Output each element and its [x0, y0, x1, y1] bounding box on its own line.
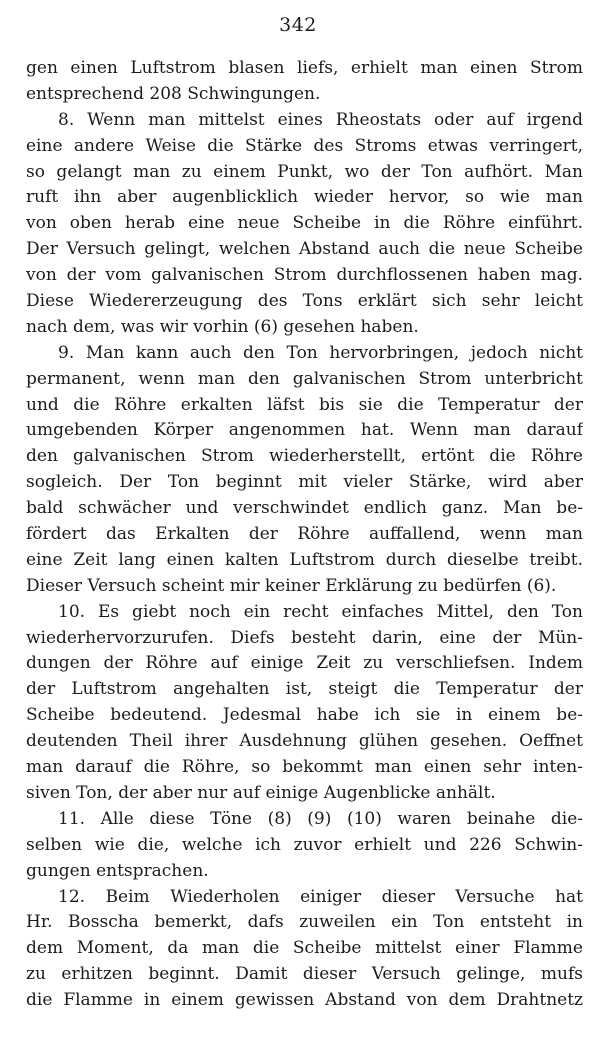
text-line: von oben herab eine neue Scheibe in die Röhre einführt.	[26, 213, 583, 234]
text-line: sogleich. Der Ton beginnt mit vieler Stärke, wird aber	[26, 472, 583, 493]
text-line: dem Moment, da man die Scheibe mittelst einer Flamme	[26, 938, 583, 959]
text-line: permanent, wenn man den galvanischen Strom unterbricht	[26, 368, 583, 389]
text-line: wiederhervorzurufen. Diefs besteht darin, eine der Mün-	[26, 627, 583, 648]
text-line: zu erhitzen beginnt. Damit dieser Versuch gelinge, mufs	[26, 964, 583, 985]
text-line: Der Versuch gelingt, welchen Abstand auch die neue Scheibe	[26, 239, 583, 260]
text-line: Dieser Versuch scheint mir keiner Erklärung zu bedürfen (6).	[26, 575, 557, 596]
text-line: dungen der Röhre auf einige Zeit zu verschliefsen. Indem	[26, 653, 583, 674]
page-number: 342	[279, 14, 317, 36]
text-line: siven Ton, der aber nur auf einige Augenblicke anhält.	[26, 782, 496, 803]
text-line: umgebenden Körper angenommen hat. Wenn man darauf	[26, 420, 583, 441]
text-line: die Flamme in einem gewissen Abstand von dem Drahtnetz	[26, 990, 583, 1011]
text-line: Scheibe bedeutend. Jedesmal habe ich sie in einem be-	[26, 705, 583, 726]
text-line: selben wie die, welche ich zuvor erhielt und 226 Schwin-	[26, 834, 583, 855]
text-line: eine Zeit lang einen kalten Luftstrom durch dieselbe treibt.	[26, 549, 583, 570]
text-line: und die Röhre erkalten läfst bis sie die Temperatur der	[26, 394, 583, 415]
text-line: ruft ihn aber augenblicklich wieder hervor, so wie man	[26, 187, 583, 208]
text-line: 11. Alle diese Töne (8) (9) (10) waren beinahe die-	[58, 808, 583, 829]
text-line: so gelangt man zu einem Punkt, wo der Ton aufhört. Man	[26, 161, 583, 182]
text-line: 8. Wenn man mittelst eines Rheostats oder auf irgend	[58, 109, 583, 130]
text-line: 9. Man kann auch den Ton hervorbringen, jedoch nicht	[58, 342, 583, 363]
text-line: entsprechend 208 Schwingungen.	[26, 83, 321, 104]
text-line: man darauf die Röhre, so bekommt man einen sehr inten-	[26, 757, 583, 778]
text-line: den galvanischen Strom wiederherstellt, ertönt die Röhre	[26, 446, 583, 467]
text-line: gungen entsprachen.	[26, 860, 209, 881]
text-line: nach dem, was wir vorhin (6) gesehen haben.	[26, 316, 419, 337]
text-line: von der vom galvanischen Strom durchflossenen haben mag.	[26, 265, 583, 286]
text-line: Hr. Bosscha bemerkt, dafs zuweilen ein Ton entsteht in	[26, 912, 583, 933]
text-line: gen einen Luftstrom blasen liefs, erhielt man einen Strom	[26, 58, 583, 78]
text-line: eine andere Weise die Stärke des Stroms etwas verringert,	[26, 135, 583, 156]
text-line: fördert das Erkalten der Röhre auffallend, wenn man	[26, 524, 583, 545]
text-line: 12. Beim Wiederholen einiger dieser Versuche hat	[58, 886, 583, 907]
text-line: deutenden Theil ihrer Ausdehnung glühen gesehen. Oeffnet	[26, 731, 583, 752]
text-line: Diese Wiedererzeugung des Tons erklärt sich sehr leicht	[26, 291, 583, 312]
body-text	[26, 56, 583, 1014]
text-line: der Luftstrom angehalten ist, steigt die Temperatur der	[26, 679, 583, 700]
text-line: 10. Es giebt noch ein recht einfaches Mittel, den Ton	[58, 601, 583, 622]
text-line: bald schwächer und verschwindet endlich ganz. Man be-	[26, 498, 583, 519]
